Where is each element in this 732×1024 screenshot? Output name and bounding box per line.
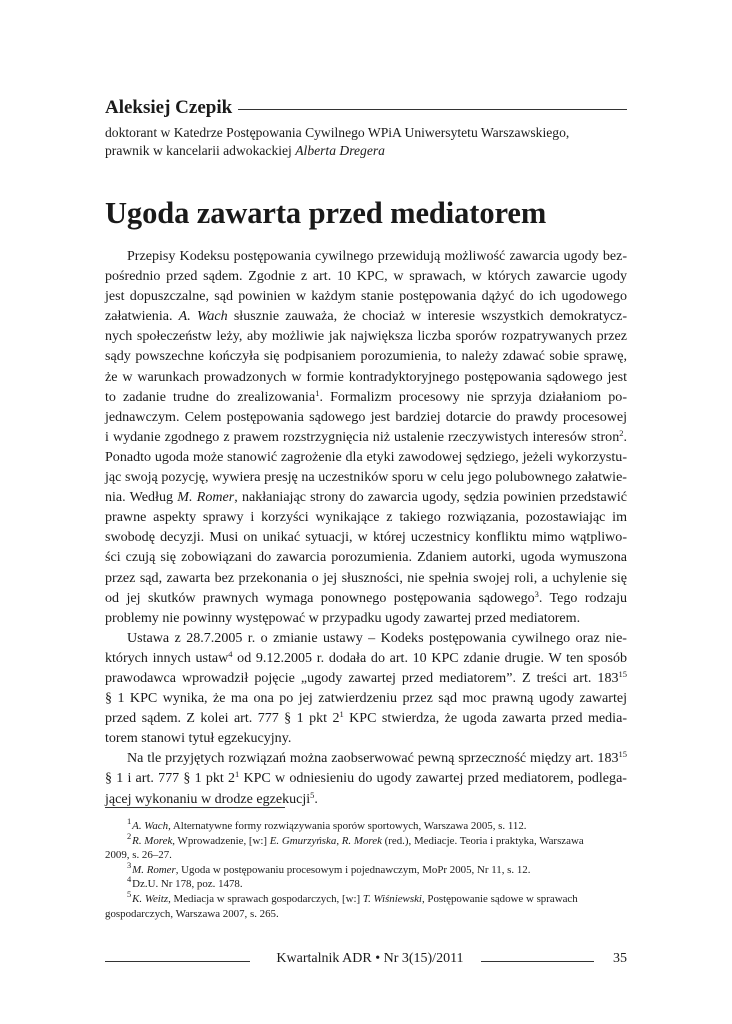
body-line: swobodę decyzji. Musi on unikać sytuacji, w której uczestnicy konfliktu mimo wątpliwo- <box>105 529 627 546</box>
footnote-4: $^4$ Dz.U. Nr 178, poz. 1478. <box>127 874 243 891</box>
cited-author: A. Wach <box>178 308 228 325</box>
body-line: Ponadto ugoda może stanowić zagrożenie dla etyki zawodowej sędziego, jeżeli wykorzystu- <box>105 448 627 465</box>
article-title: Ugoda zawarta przed mediatorem <box>105 196 547 230</box>
affiliation-line2-prefix: prawnik w kancelarii adwokackiej <box>105 143 296 158</box>
body-line: załatwienia. A. Wach słusznie zauważa, że chociaż w interesie wszystkich demokratycz- <box>105 308 627 325</box>
body-line: ści czują się zobowiązani do zawarcia porozumienia. Zdaniem autorki, ugoda wymuszona <box>105 549 627 566</box>
body-line: prawne aspekty sprawy i korzyści wynikające z takiego rozwiązania, pozostawiając im <box>105 509 627 526</box>
footnotes <box>105 816 627 921</box>
body-line: sądy powszechne kończyła się podpisaniem porozumienia, to należy zdawać sobie sprawę, <box>105 348 627 365</box>
article-body <box>105 246 627 809</box>
article-superscript: 15 <box>618 749 627 760</box>
body-line: Ustawa z 28.7.2005 r. o zmianie ustawy – Kodeks postępowania cywilnego oraz nie- <box>127 629 627 646</box>
body-line: nych społeczeństw leży, aby możliwie jak największa liczba sporów rozpatrywanych przez <box>105 328 627 345</box>
cited-author: M. Romer <box>177 489 235 506</box>
body-line: § 1 i art. 777 § 1 pkt $2^1$ KPC w odniesieniu do ugody zawartej przed mediatorem, podlega- <box>105 769 627 787</box>
body-line: to zadanie trudne do zrealizowania$^1$. Formalizm procesowy nie sprzyja działaniom po- <box>105 387 628 405</box>
body-line: Na tle przyjętych rozwiązań można zaobserwować pewną sprzeczność między art. $183^{15}$ <box>127 749 627 767</box>
body-line: jąc swoją pozycję, wywiera presję na uczestników sporu w celu jego polubownego załatwie- <box>105 469 627 486</box>
body-line: pośrednio przed sądem. Zgodnie z art. 10 KPC, w sprawach, w których zawarcie ugody <box>105 268 627 285</box>
footnote-ref[interactable]: 5 <box>310 789 315 800</box>
affiliation-line2-italic: Alberta Dregera <box>295 143 385 158</box>
footer-rule-left <box>105 961 250 962</box>
footnote-ref[interactable]: 2 <box>619 427 624 438</box>
footnote-2: $^2$ R. Morek, Wprowadzenie, [w:] E. Gmurzyńska, R. Morek (red.), Mediacje. Teoria i praktyka, Warszawa 2009, s. 26–27. <box>105 830 584 862</box>
footnote-3: $^3$ M. Romer, Ugoda w postępowaniu procesowym i pojednawczym, MoPr 2005, Nr 11, s. 12. <box>127 859 531 876</box>
article-superscript: 1 <box>339 709 344 720</box>
footer-rule-right <box>481 961 594 962</box>
footnote-ref[interactable]: 1 <box>315 387 320 398</box>
author-name: Aleksiej Czepik <box>105 97 233 118</box>
body-line: od jej skutków prawnych wymaga ponownego postępowania sądowego$^3$. Tego rodzaju <box>105 588 627 606</box>
body-line: problemy nie powinny występować w przypadku ugody zawartej przed mediatorem. <box>105 609 581 626</box>
body-line: jącej wykonaniu w drodze egzekucji$^5$. <box>105 789 318 807</box>
footnote-5: $^5$ K. Weitz, Mediacja w sprawach gospodarczych, [w:] T. Wiśniewski, Postępowanie sądowe w sprawach gospodarczych, Warszawa 2007, s. 265. <box>105 888 578 920</box>
affiliation-line1: doktorant w Katedrze Postępowania Cywilnego WPiA Uniwersytetu Warszawskiego, <box>105 125 570 140</box>
footnote-separator <box>105 807 285 808</box>
body-line: jest dopuszczalne, sąd powinien w każdym stanie postępowania dążyć do ich ugodowego <box>105 288 627 305</box>
body-line: prawodawca wprowadził pojęcie „ugody zawartej przed mediatorem”. Z treści art. $183^{15}$ <box>105 668 627 686</box>
author-affiliation <box>105 124 627 160</box>
author-rule <box>238 109 627 110</box>
body-line: torem stanowi tytuł egzekucyjny. <box>105 730 292 747</box>
body-line: przed sądem. Z kolei art. 777 § 1 pkt $2^1$ KPC stwierdza, że ugoda zawarta przed media- <box>105 709 628 727</box>
body-line: że w warunkach prowadzonych w formie kontradyktoryjnego postępowania sądowego jest <box>105 368 627 385</box>
body-line: przez sąd, zawarta bez przekonania o jej słuszności, nie spełnia swojej roli, a uchylenie się <box>105 569 627 586</box>
body-line: Przepisy Kodeksu postępowania cywilnego przewidują możliwość zawarcia ugody bez- <box>127 248 627 264</box>
footnote-ref[interactable]: 4 <box>228 648 233 659</box>
page-number: 35 <box>613 951 627 966</box>
footnote-1: $^1$ A. Wach, Alternatywne formy rozwiązywania sporów sportowych, Warszawa 2005, s. 112. <box>127 816 527 832</box>
body-line: jednawczym. Celem postępowania sądowego jest bardziej dotarcie do prawdy procesowej <box>105 408 627 425</box>
body-line: i wydanie zgodnego z prawem rozstrzygnięcia niż ustalenie rzeczywistych interesów stron$^2$. <box>105 427 627 445</box>
article-superscript: 1 <box>235 769 240 780</box>
footnote-ref[interactable]: 3 <box>534 588 539 599</box>
body-line: których innych ustaw$^4$ od 9.12.2005 r. dodała do art. 10 KPC zdanie drugie. W ten sposób <box>105 648 627 666</box>
article-superscript: 15 <box>618 668 627 679</box>
journal-footer: Kwartalnik ADR • Nr 3(15)/2011 <box>276 951 464 966</box>
body-line: nia. Według M. Romer, nakłaniając strony do zawarcia ugody, sędzia powinien przedstawić <box>105 489 627 506</box>
body-line: § 1 KPC wynika, że ma ona po jej zatwierdzeniu przez sąd moc prawną ugody zawartej <box>105 690 627 707</box>
author-row <box>105 97 627 119</box>
